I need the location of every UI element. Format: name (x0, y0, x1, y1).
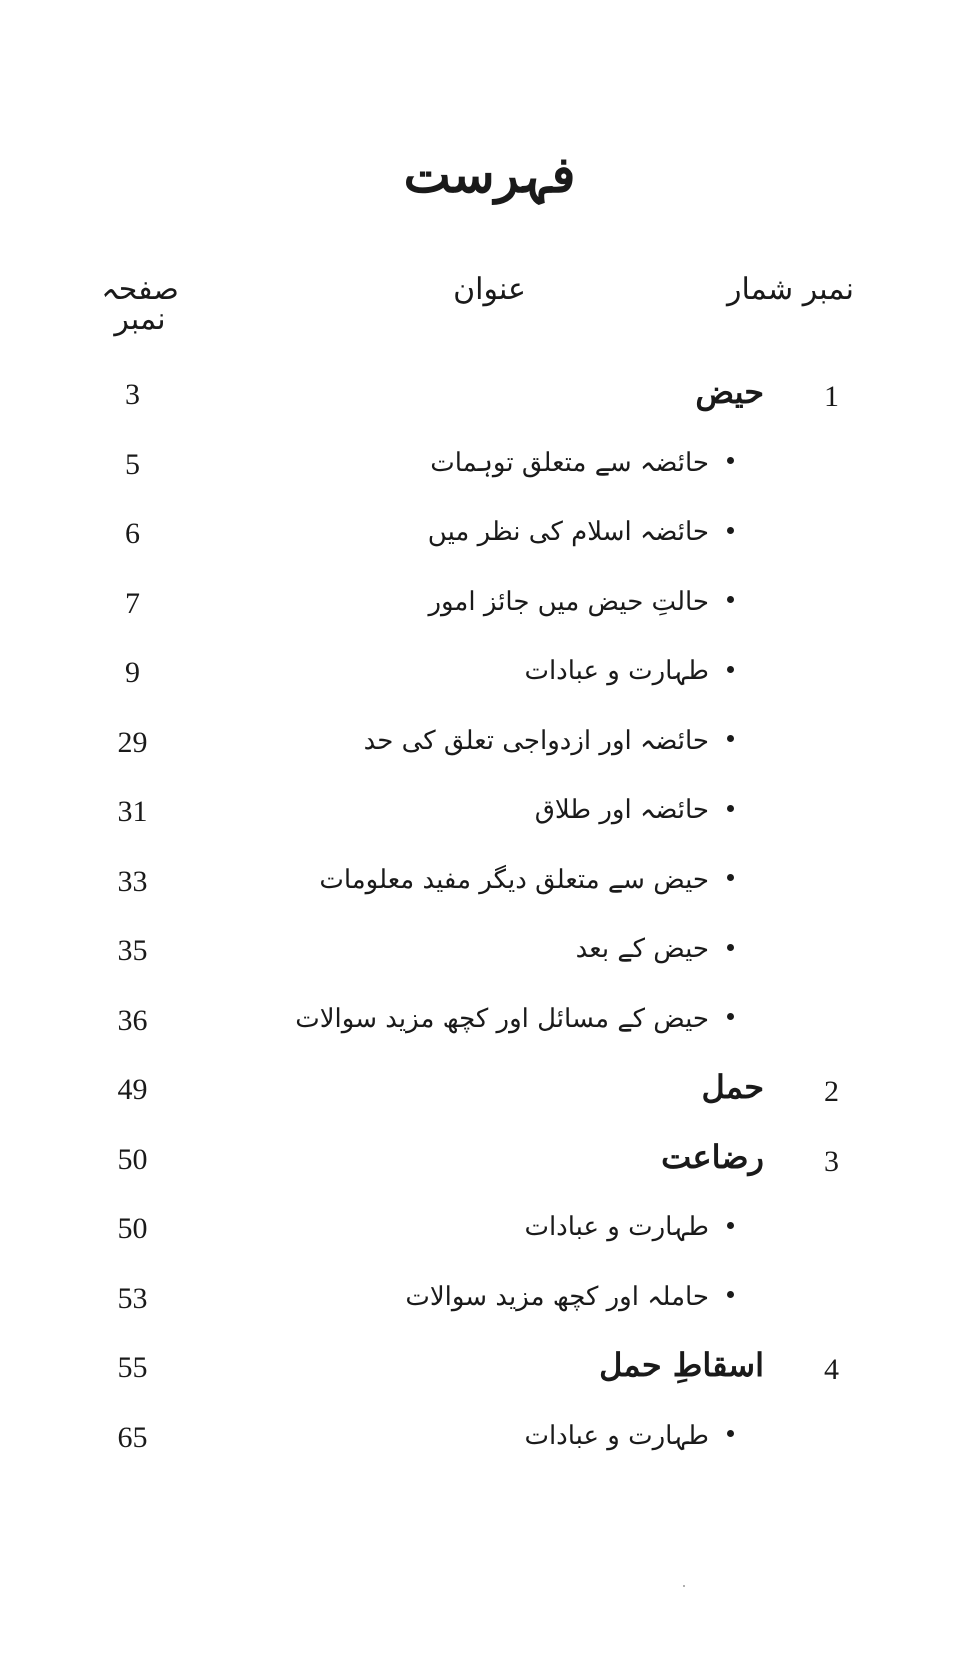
entry-page-number: 33 (117, 864, 148, 898)
entry-page-number: 31 (117, 795, 148, 828)
entry-page-number: 53 (117, 1281, 148, 1315)
entry-page-number: 55 (117, 1351, 148, 1384)
entry-subtopic-title: حاملہ اور کچھ مزید سوالات (405, 1281, 709, 1312)
contents-entry (0, 440, 979, 510)
contents-list (0, 370, 979, 1482)
header-topic: عنوان (453, 272, 526, 307)
entry-page-number: 5 (125, 447, 140, 481)
entry-subtopic-title: حائضہ اور طلاق (534, 795, 709, 825)
entry-subtopic-title: حالتِ حیض میں جائز امور (428, 586, 709, 617)
entry-page-number: 35 (117, 934, 148, 967)
entry-subtopic-title: حائضہ اسلام کی نظر میں (427, 517, 709, 547)
contents-entry (0, 718, 979, 788)
contents-entry (0, 1343, 979, 1413)
bullet-icon (727, 735, 734, 742)
entry-page-number: 3 (125, 378, 140, 411)
entry-serial-number: 1 (824, 380, 839, 413)
entry-subtopic-title: حیض کے بعد (575, 934, 709, 964)
contents-entry (0, 579, 979, 649)
contents-entry (0, 1413, 979, 1483)
entry-subtopic-title: طہارت و عبادات (524, 656, 709, 686)
entry-subtopic (524, 658, 734, 684)
bullet-icon (727, 1291, 734, 1298)
entry-subtopic-title: طہارت و عبادات (524, 1420, 709, 1451)
entry-page-number: 65 (117, 1420, 148, 1454)
bullet-icon (727, 944, 734, 951)
contents-entry (0, 787, 979, 857)
contents-entry (0, 857, 979, 927)
contents-entry (0, 1274, 979, 1344)
entry-page-number: 6 (125, 517, 140, 550)
entry-page-number: 50 (117, 1142, 148, 1176)
contents-entry (0, 370, 979, 440)
entry-subtopic (319, 864, 734, 895)
contents-entry (0, 648, 979, 718)
contents-entry (0, 926, 979, 996)
scan-speck (683, 1585, 685, 1587)
entry-serial-number: 4 (824, 1353, 839, 1386)
entry-subtopic (524, 1420, 734, 1451)
header-page-number: صفحہ نمبر (101, 272, 179, 337)
entry-subtopic (524, 1214, 734, 1240)
contents-entry (0, 509, 979, 579)
bullet-icon (727, 874, 734, 881)
entry-page-number: 29 (117, 725, 148, 759)
entry-subtopic-title: حائضہ سے متعلق توہمات (430, 447, 709, 478)
bullet-icon (727, 1222, 734, 1229)
entry-subtopic-title: طہارت و عبادات (524, 1212, 709, 1242)
entry-page-number: 7 (125, 586, 140, 620)
entry-serial-number: 2 (824, 1075, 839, 1108)
contents-entry (0, 996, 979, 1066)
entry-serial-number: 3 (824, 1144, 839, 1178)
bullet-icon (727, 666, 734, 673)
bullet-icon (727, 527, 734, 534)
entry-subtopic (428, 519, 734, 545)
entry-subtopic (576, 936, 734, 962)
entry-page-number: 49 (117, 1073, 148, 1106)
bullet-icon (727, 805, 734, 812)
entry-subtopic (428, 586, 734, 617)
entry-subtopic (363, 725, 734, 756)
entry-subtopic (405, 1281, 734, 1312)
header-serial-number: نمبر شمار (727, 272, 854, 307)
entry-chapter-title: رضاعت (661, 1137, 764, 1176)
entry-subtopic (430, 447, 734, 478)
entry-subtopic-title: حیض سے متعلق دیگر مفید معلومات (319, 864, 709, 895)
entry-chapter-title: اسقاطِ حمل (599, 1346, 764, 1384)
contents-entry (0, 1065, 979, 1135)
bullet-icon (727, 1430, 734, 1437)
bullet-icon (727, 1013, 734, 1020)
entry-page-number: 9 (125, 656, 140, 689)
contents-entry (0, 1204, 979, 1274)
page-title: فہرست (403, 145, 576, 204)
bullet-icon (727, 457, 734, 464)
entry-chapter-title: حیض (695, 373, 764, 411)
entry-chapter-title: حمل (701, 1068, 764, 1106)
entry-subtopic-title: حائضہ اور ازدواجی تعلق کی حد (363, 725, 709, 756)
entry-subtopic (535, 797, 734, 823)
entry-subtopic (295, 1003, 734, 1034)
entry-subtopic-title: حیض کے مسائل اور کچھ مزید سوالات (295, 1003, 709, 1034)
entry-page-number: 50 (117, 1212, 148, 1245)
contents-entry (0, 1135, 979, 1205)
entry-page-number: 36 (117, 1003, 148, 1037)
bullet-icon (727, 596, 734, 603)
